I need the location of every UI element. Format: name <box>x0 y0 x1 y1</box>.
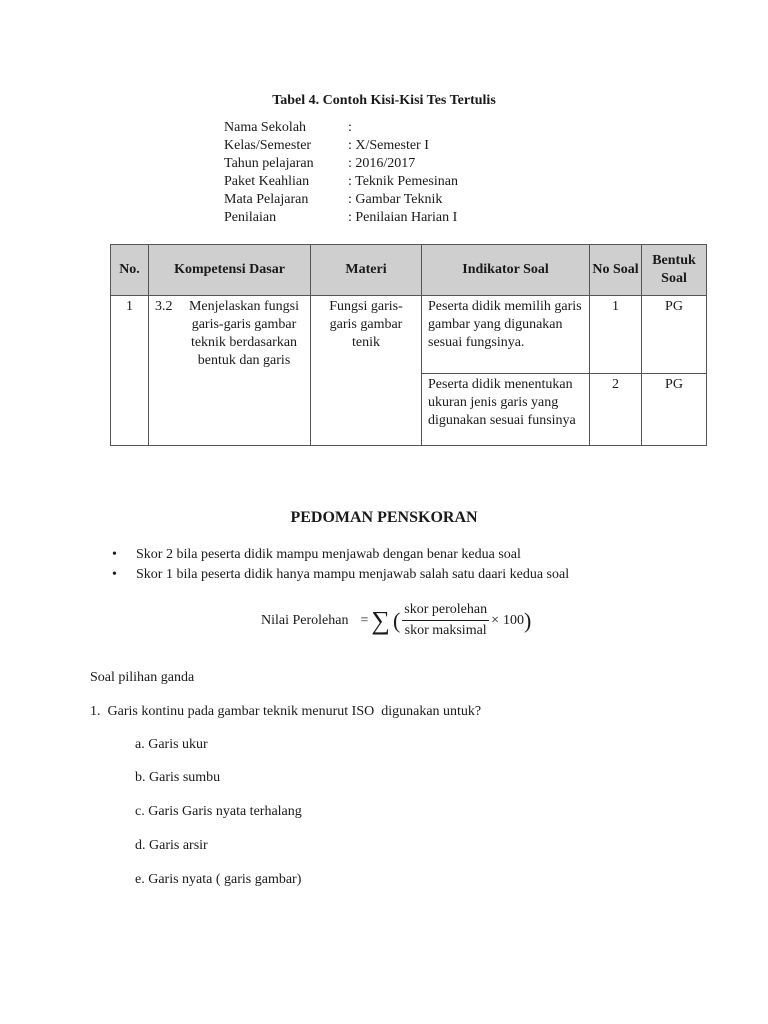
meta-value: : X/Semester I <box>348 138 429 153</box>
option-e: e. Garis nyata ( garis gambar) <box>135 872 302 887</box>
list-item <box>112 565 569 585</box>
meta-key: Nama Sekolah <box>224 120 307 135</box>
meta-key: Penilaian <box>224 210 277 225</box>
meta-key: Paket Keahlian <box>224 174 310 189</box>
header-kompetensi-dasar: Kompetensi Dasar <box>149 245 311 296</box>
meta-value: : Gambar Teknik <box>348 192 443 207</box>
bullet-text: Skor 1 bila peserta didik hanya mampu menjawab salah satu daari kedua soal <box>136 567 570 582</box>
meta-key: Mata Pelajaran <box>224 192 309 207</box>
cell-bentuk-soal: PG <box>642 296 707 374</box>
meta-key: Kelas/Semester <box>224 138 312 153</box>
cell-materi: Fungsi garis-garis gambar tenik <box>311 296 422 446</box>
kd-number: 3.2 <box>155 299 173 314</box>
cell-indikator: Peserta didik memilih garis gambar yang digunakan sesuai fungsinya. <box>422 296 590 374</box>
cell-kompetensi-dasar <box>149 296 311 446</box>
bullet-icon: • <box>112 547 117 562</box>
bullet-text: Skor 2 bila peserta didik mampu menjawab dengan benar kedua soal <box>136 547 521 562</box>
formula-times: × <box>491 612 499 628</box>
quiz-heading: Soal pilihan ganda <box>90 670 195 685</box>
option-c: c. Garis Garis nyata terhalang <box>135 804 302 819</box>
cell-no-soal: 2 <box>590 374 642 446</box>
table-title: Tabel 4. Contoh Kisi-Kisi Tes Tertulis <box>272 93 496 108</box>
formula-fraction <box>402 600 489 641</box>
option-d: d. Garis arsir <box>135 838 208 853</box>
cell-indikator: Peserta didik menentukan ukuran jenis garis yang digunakan sesuai funsinya <box>422 374 590 446</box>
meta-value: : Penilaian Harian I <box>348 210 458 225</box>
formula-factor: 100 <box>502 612 524 628</box>
formula-open-paren: ( <box>392 607 401 633</box>
table-header-row <box>111 245 707 296</box>
quiz-question: 1. Garis kontinu pada gambar teknik menurut ISO digunakan untuk? <box>90 704 482 719</box>
meta-value: : Teknik Pemesinan <box>348 174 458 189</box>
option-b: b. Garis sumbu <box>135 770 221 785</box>
section-title: PEDOMAN PENSKORAN <box>290 509 478 526</box>
formula-label: Nilai Perolehan <box>261 612 349 628</box>
meta-value: : 2016/2017 <box>348 156 416 171</box>
header-bentuk-soal: Bentuk Soal <box>642 245 707 296</box>
option-a: a. Garis ukur <box>135 737 208 752</box>
formula-numerator: skor perolehan <box>402 600 489 621</box>
meta-value: : <box>348 120 352 135</box>
cell-no: 1 <box>111 296 149 446</box>
kd-text: Menjelaskan fungsi garis-garis gambar teknik berdasarkan bentuk dan garis <box>188 299 300 368</box>
header-indikator-soal: Indikator Soal <box>422 245 590 296</box>
header-materi: Materi <box>311 245 422 296</box>
cell-bentuk-soal: PG <box>642 374 707 446</box>
kisi-kisi-table <box>110 244 707 446</box>
table-row <box>111 296 707 374</box>
meta-key: Tahun pelajaran <box>224 156 314 171</box>
header-no: No. <box>111 245 149 296</box>
formula-equals: = <box>360 612 369 628</box>
bullet-icon: • <box>112 567 117 582</box>
list-item <box>112 545 521 565</box>
header-no-soal: No Soal <box>590 245 642 296</box>
cell-no-soal: 1 <box>590 296 642 374</box>
formula-denominator: skor maksimal <box>404 623 487 638</box>
score-formula <box>261 600 531 641</box>
sigma-icon: ∑ <box>371 605 390 635</box>
formula-close-paren: ) <box>523 607 532 633</box>
